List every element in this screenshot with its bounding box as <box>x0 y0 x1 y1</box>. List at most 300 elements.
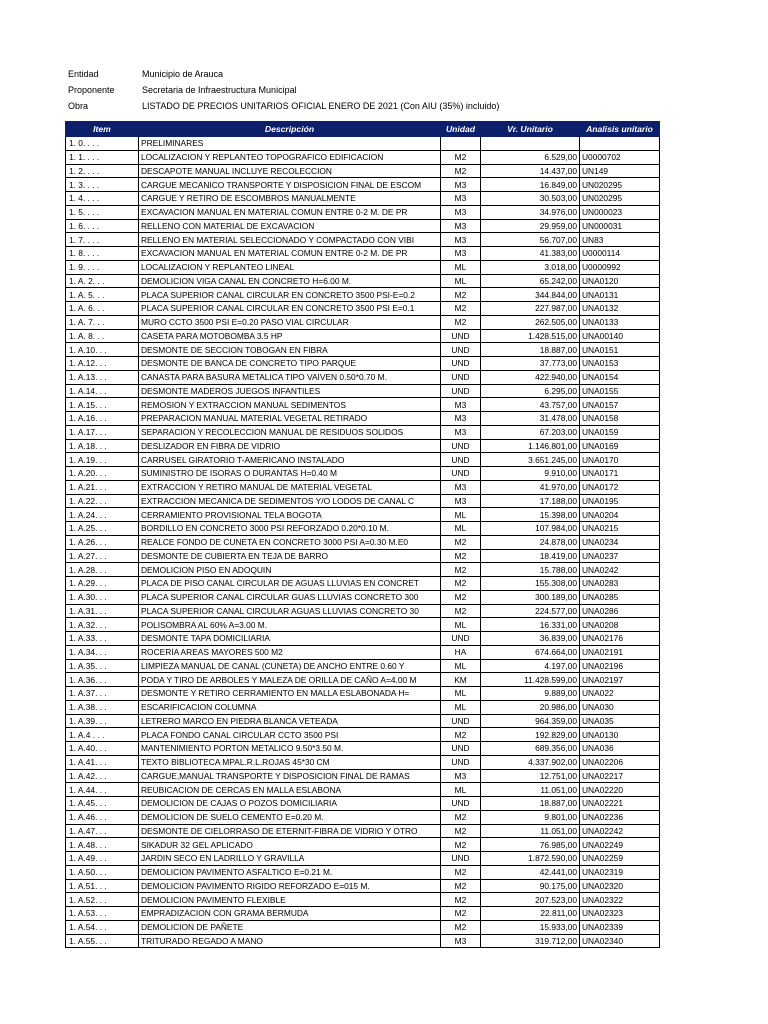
unit-cell: M2 <box>441 577 481 591</box>
unit-price-cell: 155.308,00 <box>481 577 580 591</box>
description-cell: DEMOLICION PAVIMENTO ASFALTICO E=0.21 M. <box>139 865 441 879</box>
description-cell: PLACA DE PISO CANAL CIRCULAR DE AGUAS LLUVIAS EN CONCRET <box>139 577 441 591</box>
table-row <box>66 728 660 742</box>
unit-cell: ML <box>441 618 481 632</box>
unit-cell: ML <box>441 260 481 274</box>
analysis-code-cell: UN000023 <box>580 205 660 219</box>
table-row <box>66 618 660 632</box>
unit-cell: M2 <box>441 838 481 852</box>
description-cell: POLISOMBRA AL 60% A=3.00 M. <box>139 618 441 632</box>
table-row <box>66 577 660 591</box>
unit-cell: UND <box>441 384 481 398</box>
analysis-code-cell: UNA0234 <box>580 535 660 549</box>
unit-price-cell: 67.203,00 <box>481 425 580 439</box>
table-row <box>66 659 660 673</box>
analysis-code-cell: UNA0170 <box>580 453 660 467</box>
item-number-cell: 1. A.21. . . <box>66 480 139 494</box>
description-cell: DESMONTE DE SECCION TOBOGAN EN FIBRA <box>139 343 441 357</box>
item-number-cell: 1. 1. . . . <box>66 150 139 164</box>
description-cell: LETRERO MARCO EN PIEDRA BLANCA VETEADA <box>139 714 441 728</box>
unit-price-cell: 3.018,00 <box>481 260 580 274</box>
unit-price-cell: 34.976,00 <box>481 205 580 219</box>
item-number-cell: 1. 3. . . . <box>66 178 139 192</box>
unit-cell: KM <box>441 673 481 687</box>
item-number-cell: 1. A.48. . . <box>66 838 139 852</box>
analysis-code-cell: UNA0157 <box>580 398 660 412</box>
table-row <box>66 687 660 701</box>
unit-cell: ML <box>441 659 481 673</box>
analysis-code-cell: UNA00140 <box>580 329 660 343</box>
description-cell: ROCERIA AREAS MAYORES 500 M2 <box>139 645 441 659</box>
table-body <box>66 137 660 948</box>
proponente-label: Proponente <box>68 84 115 95</box>
item-number-cell: 1. A.29. . . <box>66 577 139 591</box>
table-row <box>66 590 660 604</box>
description-cell: TEXTO BIBLIOTECA MPAL.R.L.ROJAS 45*30 CM <box>139 755 441 769</box>
unit-cell: M2 <box>441 302 481 316</box>
unit-price-cell: 16.849,00 <box>481 178 580 192</box>
description-cell: LOCALIZACION Y REPLANTEO TOPOGRAFICO EDIFICACION <box>139 150 441 164</box>
unit-price-cell: 15.788,00 <box>481 563 580 577</box>
analysis-code-cell: UNA0158 <box>580 412 660 426</box>
unit-price-cell: 3.651.245,00 <box>481 453 580 467</box>
proponente-value: Secretaria de Infraestructura Municipal <box>142 84 297 95</box>
analysis-code-cell: UNA0154 <box>580 370 660 384</box>
table-row <box>66 535 660 549</box>
item-number-cell: 1. 0. . . . <box>66 137 139 151</box>
description-cell: CARRUSEL GIRATORIO T-AMERICANO INSTALADO <box>139 453 441 467</box>
unit-price-cell: 9.910,00 <box>481 467 580 481</box>
analysis-code-cell: UN000031 <box>580 219 660 233</box>
unit-price-cell: 30.503,00 <box>481 192 580 206</box>
unit-price-cell: 262.505,00 <box>481 315 580 329</box>
analysis-code-cell: UNA0242 <box>580 563 660 577</box>
unit-price-cell: 6.529,00 <box>481 150 580 164</box>
unit-cell <box>441 137 481 151</box>
table-row <box>66 288 660 302</box>
description-cell: LOCALIZACION Y REPLANTEO LINEAL <box>139 260 441 274</box>
item-number-cell: 1. A.52. . . <box>66 893 139 907</box>
description-cell: DESMONTE DE CUBIERTA EN TEJA DE BARRO <box>139 549 441 563</box>
description-cell: SEPARACION Y RECOLECCION MANUAL DE RESIDUOS SOLIDOS <box>139 425 441 439</box>
unit-price-cell: 41.383,00 <box>481 247 580 261</box>
table-row <box>66 467 660 481</box>
item-number-cell: 1. A.46. . . <box>66 810 139 824</box>
unit-price-cell: 76.985,00 <box>481 838 580 852</box>
unit-cell: ML <box>441 700 481 714</box>
unit-price-cell: 56.707,00 <box>481 233 580 247</box>
unit-price-cell: 224.577,00 <box>481 604 580 618</box>
description-cell: PODA Y TIRO DE ARBOLES Y MALEZA DE ORILLA DE CAÑO A=4.00 M <box>139 673 441 687</box>
description-cell: ESCARIFICACION COLUMNA <box>139 700 441 714</box>
unit-price-cell: 90.175,00 <box>481 879 580 893</box>
obra-label: Obra <box>68 100 89 111</box>
unit-cell: M3 <box>441 192 481 206</box>
item-number-cell: 1. A.38. . . <box>66 700 139 714</box>
analysis-code-cell: UNA02206 <box>580 755 660 769</box>
description-cell: TRITURADO REGADO A MANO <box>139 934 441 948</box>
unit-price-cell: 6.295,00 <box>481 384 580 398</box>
description-cell: MURO CCTO 3500 PSI E=0.20 PASO VIAL CIRCULAR <box>139 315 441 329</box>
table-row <box>66 563 660 577</box>
description-cell: CARGUE MECANICO TRANSPORTE Y DISPOSICION FINAL DE ESCOM <box>139 178 441 192</box>
description-cell: DEMOLICION PAVIMENTO RIGIDO REFORZADO E=015 M. <box>139 879 441 893</box>
table-row <box>66 645 660 659</box>
unit-cell: UND <box>441 632 481 646</box>
description-cell: CASETA PARA MOTOBOMBA 3.5 HP <box>139 329 441 343</box>
item-number-cell: 1. 2. . . . <box>66 164 139 178</box>
table-row <box>66 852 660 866</box>
unit-cell: M2 <box>441 315 481 329</box>
unit-cell: M2 <box>441 728 481 742</box>
unit-cell: M2 <box>441 549 481 563</box>
table-row <box>66 178 660 192</box>
description-cell: RELLENO EN MATERIAL SELECCIONADO Y COMPACTADO CON VIBI <box>139 233 441 247</box>
analysis-code-cell: UNA02217 <box>580 769 660 783</box>
description-cell: PREPARACION MANUAL MATERIAL VEGETAL RETIRADO <box>139 412 441 426</box>
item-number-cell: 1. A.31. . . <box>66 604 139 618</box>
analysis-code-cell: UNA0283 <box>580 577 660 591</box>
unit-price-cell: 31.478,00 <box>481 412 580 426</box>
item-number-cell: 1. A.30. . . <box>66 590 139 604</box>
table-row <box>66 219 660 233</box>
analysis-code-cell: UNA030 <box>580 700 660 714</box>
unit-cell: M2 <box>441 535 481 549</box>
obra-value: LISTADO DE PRECIOS UNITARIOS OFICIAL ENERO DE 2021 (Con AIU (35%) incluido) <box>142 100 500 111</box>
description-cell: EXTRACCION MECANICA DE SEDIMENTOS Y/O LODOS DE CANAL C <box>139 494 441 508</box>
description-cell: DESMONTE DE CIELORRASO DE ETERNIT-FIBRA DE VIDRIO Y OTRO <box>139 824 441 838</box>
description-cell: REUBICACION DE CERCAS EN MALLA ESLABONA <box>139 783 441 797</box>
unit-cell: M2 <box>441 824 481 838</box>
unit-cell: ML <box>441 274 481 288</box>
unit-price-cell: 4.337.902,00 <box>481 755 580 769</box>
analysis-code-cell: UN149 <box>580 164 660 178</box>
table-row <box>66 824 660 838</box>
table-row <box>66 893 660 907</box>
description-cell: CARGUE,MANUAL TRANSPORTE Y DISPOSICION FINAL DE RAMAS <box>139 769 441 783</box>
item-number-cell: 1. A.34. . . <box>66 645 139 659</box>
table-row <box>66 439 660 453</box>
analysis-code-cell: UNA02236 <box>580 810 660 824</box>
item-number-cell: 1. A.35. . . <box>66 659 139 673</box>
table-row <box>66 370 660 384</box>
analysis-code-cell: UNA036 <box>580 742 660 756</box>
analysis-code-cell: U0000992 <box>580 260 660 274</box>
item-number-cell: 1. A.32. . . <box>66 618 139 632</box>
analysis-code-cell: UNA035 <box>580 714 660 728</box>
table-row <box>66 247 660 261</box>
item-number-cell: 1. A.24. . . <box>66 508 139 522</box>
item-number-cell: 1. A.33. . . <box>66 632 139 646</box>
table-row <box>66 137 660 151</box>
unit-cell: M2 <box>441 590 481 604</box>
table-row <box>66 150 660 164</box>
analysis-code-cell: UNA0285 <box>580 590 660 604</box>
item-number-cell: 1. A.16. . . <box>66 412 139 426</box>
unit-cell: M3 <box>441 494 481 508</box>
unit-cell: UND <box>441 343 481 357</box>
description-cell: SIKADUR 32 GEL APLICADO <box>139 838 441 852</box>
unit-price-cell: 43.757,00 <box>481 398 580 412</box>
item-number-cell: 1. A.41. . . <box>66 755 139 769</box>
analysis-code-cell: UNA02176 <box>580 632 660 646</box>
table-row <box>66 797 660 811</box>
unit-cell: M2 <box>441 563 481 577</box>
price-table <box>65 121 660 948</box>
table-row <box>66 810 660 824</box>
item-number-cell: 1. A.54. . . <box>66 920 139 934</box>
analysis-code-cell: U0000114 <box>580 247 660 261</box>
analysis-code-cell: UNA02221 <box>580 797 660 811</box>
unit-cell: M3 <box>441 233 481 247</box>
analysis-code-cell: UNA0172 <box>580 480 660 494</box>
unit-cell: UND <box>441 742 481 756</box>
table-row <box>66 549 660 563</box>
unit-cell: M3 <box>441 219 481 233</box>
table-row <box>66 604 660 618</box>
unit-price-cell: 1.428.515,00 <box>481 329 580 343</box>
unit-cell: M3 <box>441 398 481 412</box>
item-number-cell: 1. A. 8. . . <box>66 329 139 343</box>
unit-price-cell: 24.878,00 <box>481 535 580 549</box>
item-number-cell: 1. A.19. . . <box>66 453 139 467</box>
description-cell: REALCE FONDO DE CUNETA EN CONCRETO 3000 PSI A=0.30 M.E0 <box>139 535 441 549</box>
entidad-label: Entidad <box>68 69 99 79</box>
analysis-code-cell: UNA0133 <box>580 315 660 329</box>
table-row <box>66 164 660 178</box>
unit-cell: M3 <box>441 425 481 439</box>
unit-cell: M2 <box>441 604 481 618</box>
table-row <box>66 700 660 714</box>
unit-price-cell: 11.428.599,00 <box>481 673 580 687</box>
column-header-item: Item <box>66 122 139 137</box>
item-number-cell: 1. A.17. . . <box>66 425 139 439</box>
unit-price-cell: 65.242,00 <box>481 274 580 288</box>
unit-cell: M2 <box>441 907 481 921</box>
analysis-code-cell: UNA0237 <box>580 549 660 563</box>
description-cell: PLACA SUPERIOR CANAL CIRCULAR AGUAS LLUVIAS CONCRETO 30 <box>139 604 441 618</box>
description-cell: DESMONTE Y RETIRO CERRAMIENTO EN MALLA ESLABONADA H= <box>139 687 441 701</box>
unit-price-cell: 14.437,00 <box>481 164 580 178</box>
unit-price-cell: 9.801,00 <box>481 810 580 824</box>
analysis-code-cell: UNA0155 <box>580 384 660 398</box>
table-row <box>66 742 660 756</box>
item-number-cell: 1. A.40. . . <box>66 742 139 756</box>
item-number-cell: 1. A.14. . . <box>66 384 139 398</box>
item-number-cell: 1. 4. . . . <box>66 192 139 206</box>
analysis-code-cell: UNA02323 <box>580 907 660 921</box>
table-row <box>66 412 660 426</box>
table-row <box>66 714 660 728</box>
unit-cell: M2 <box>441 865 481 879</box>
unit-cell: M2 <box>441 810 481 824</box>
unit-cell: UND <box>441 453 481 467</box>
unit-price-cell: 207.523,00 <box>481 893 580 907</box>
description-cell: EXTRACCION Y RETIRO MANUAL DE MATERIAL VEGETAL <box>139 480 441 494</box>
item-number-cell: 1. A.42. . . <box>66 769 139 783</box>
description-cell: DEMOLICION PISO EN ADOQUIN <box>139 563 441 577</box>
table-row <box>66 357 660 371</box>
unit-cell: M2 <box>441 893 481 907</box>
description-cell: EXCAVACION MANUAL EN MATERIAL COMUN ENTRE 0-2 M. DE PR <box>139 247 441 261</box>
table-row <box>66 453 660 467</box>
analysis-code-cell: UNA0120 <box>580 274 660 288</box>
unit-price-cell: 1.872.590,00 <box>481 852 580 866</box>
description-cell: DEMOLICION DE PAÑETE <box>139 920 441 934</box>
description-cell: DEMOLICION DE SUELO CEMENTO E=0.20 M. <box>139 810 441 824</box>
table-row <box>66 398 660 412</box>
item-number-cell: 1. A.4 . . . <box>66 728 139 742</box>
table-row <box>66 315 660 329</box>
item-number-cell: 1. A.44. . . <box>66 783 139 797</box>
unit-cell: M2 <box>441 150 481 164</box>
unit-cell: HA <box>441 645 481 659</box>
unit-cell: M2 <box>441 164 481 178</box>
unit-price-cell: 18.887,00 <box>481 343 580 357</box>
item-number-cell: 1. A.50. . . <box>66 865 139 879</box>
table-row <box>66 838 660 852</box>
description-cell: DEMOLICION DE CAJAS O POZOS DOMICILIARIA <box>139 797 441 811</box>
item-number-cell: 1. A.26. . . <box>66 535 139 549</box>
unit-cell: M2 <box>441 879 481 893</box>
table-row <box>66 769 660 783</box>
item-number-cell: 1. A.49. . . <box>66 852 139 866</box>
description-cell: CANASTA PARA BASURA METALICA TIPO VAIVEN 0.50*0.70 M. <box>139 370 441 384</box>
analysis-code-cell: UNA0151 <box>580 343 660 357</box>
obra-row <box>68 99 499 115</box>
unit-cell: M3 <box>441 205 481 219</box>
item-number-cell: 1. A.15. . . <box>66 398 139 412</box>
analysis-code-cell: UNA02340 <box>580 934 660 948</box>
item-number-cell: 1. 9. . . . <box>66 260 139 274</box>
item-number-cell: 1. A.18. . . <box>66 439 139 453</box>
unit-price-cell: 674.664,00 <box>481 645 580 659</box>
table-row <box>66 865 660 879</box>
item-number-cell: 1. A.36. . . <box>66 673 139 687</box>
unit-price-cell: 41.970,00 <box>481 480 580 494</box>
table-row <box>66 205 660 219</box>
table-row <box>66 192 660 206</box>
analysis-code-cell: UNA02320 <box>580 879 660 893</box>
unit-cell: UND <box>441 357 481 371</box>
analysis-code-cell: UNA0132 <box>580 302 660 316</box>
analysis-code-cell: UNA02191 <box>580 645 660 659</box>
table-row <box>66 673 660 687</box>
description-cell: EXCAVACION MANUAL EN MATERIAL COMUN ENTRE 0-2 M. DE PR <box>139 205 441 219</box>
description-cell: LIMPIEZA MANUAL DE CANAL (CUNETA) DE ANCHO ENTRE 0.60 Y <box>139 659 441 673</box>
unit-cell: M3 <box>441 247 481 261</box>
analysis-code-cell: UNA02242 <box>580 824 660 838</box>
description-cell: PLACA SUPERIOR CANAL CIRCULAR EN CONCRETO 3500 PSI-E=0.2 <box>139 288 441 302</box>
unit-price-cell: 37.773,00 <box>481 357 580 371</box>
description-cell: DESMONTE TAPA DOMICILIARIA <box>139 632 441 646</box>
table-row <box>66 260 660 274</box>
table-row <box>66 343 660 357</box>
analysis-code-cell: UNA0131 <box>580 288 660 302</box>
unit-cell: ML <box>441 522 481 536</box>
table-row <box>66 755 660 769</box>
unit-price-cell: 422.940,00 <box>481 370 580 384</box>
table-row <box>66 425 660 439</box>
unit-price-cell: 192.829,00 <box>481 728 580 742</box>
analysis-code-cell: UNA0208 <box>580 618 660 632</box>
table-row <box>66 302 660 316</box>
analysis-code-cell: UNA0153 <box>580 357 660 371</box>
description-cell: CERRAMIENTO PROVISIONAL TELA BOGOTA <box>139 508 441 522</box>
item-number-cell: 1. A.51. . . <box>66 879 139 893</box>
analysis-code-cell: UNA02339 <box>580 920 660 934</box>
analysis-code-cell: UNA0286 <box>580 604 660 618</box>
table-row <box>66 783 660 797</box>
item-number-cell: 1. A.55. . . <box>66 934 139 948</box>
unit-price-cell: 107.984,00 <box>481 522 580 536</box>
unit-cell: M2 <box>441 288 481 302</box>
unit-price-cell: 1.146.801,00 <box>481 439 580 453</box>
unit-cell: ML <box>441 508 481 522</box>
description-cell: SUMINISTRO DE ISORAS O DURANTAS H=0.40 M <box>139 467 441 481</box>
unit-price-cell: 227.987,00 <box>481 302 580 316</box>
analysis-code-cell: UNA02196 <box>580 659 660 673</box>
unit-price-cell: 11.051,00 <box>481 783 580 797</box>
unit-cell: M3 <box>441 412 481 426</box>
table-row <box>66 384 660 398</box>
table-row <box>66 522 660 536</box>
item-number-cell: 1. A.20. . . <box>66 467 139 481</box>
analysis-code-cell: UNA0169 <box>580 439 660 453</box>
unit-price-cell: 300.189,00 <box>481 590 580 604</box>
item-number-cell: 1. A.22. . . <box>66 494 139 508</box>
column-header-descripcion: Descripción <box>139 122 441 137</box>
unit-price-cell: 11.051,00 <box>481 824 580 838</box>
description-cell: REMOSION Y EXTRACCION MANUAL SEDIMENTOS <box>139 398 441 412</box>
description-cell: PLACA SUPERIOR CANAL CIRCULAR GUAS LLUVIAS CONCRETO 300 <box>139 590 441 604</box>
analysis-code-cell: UN83 <box>580 233 660 247</box>
analysis-code-cell: UNA0130 <box>580 728 660 742</box>
item-number-cell: 1. A.25. . . <box>66 522 139 536</box>
analysis-code-cell: UNA022 <box>580 687 660 701</box>
unit-price-cell: 4.197,00 <box>481 659 580 673</box>
table-row <box>66 494 660 508</box>
unit-price-cell: 16.331,00 <box>481 618 580 632</box>
unit-cell: ML <box>441 783 481 797</box>
unit-cell: ML <box>441 687 481 701</box>
description-cell: MANTENIMIENTO PORTON METALICO 9.50*3.50 M. <box>139 742 441 756</box>
entidad-value: Municipio de Arauca <box>142 69 224 79</box>
description-cell: DESMONTE DE BANCA DE CONCRETO TIPO PARQUE <box>139 357 441 371</box>
description-cell: DESCAPOTE MANUAL INCLUYE RECOLECCION <box>139 164 441 178</box>
unit-cell: M3 <box>441 934 481 948</box>
unit-price-cell: 42.441,00 <box>481 865 580 879</box>
unit-cell: UND <box>441 797 481 811</box>
column-header-unidad: Unidad <box>441 122 481 137</box>
analysis-code-cell: UNA02319 <box>580 865 660 879</box>
item-number-cell: 1. A.10. . . <box>66 343 139 357</box>
item-number-cell: 1. A.47. . . <box>66 824 139 838</box>
item-number-cell: 1. 5. . . . <box>66 205 139 219</box>
unit-price-cell: 18.887,00 <box>481 797 580 811</box>
unit-price-cell: 15.398,00 <box>481 508 580 522</box>
analysis-code-cell: UNA02220 <box>580 783 660 797</box>
item-number-cell: 1. A. 5. . . <box>66 288 139 302</box>
item-number-cell: 1. A. 2. . . <box>66 274 139 288</box>
unit-cell: M2 <box>441 920 481 934</box>
description-cell: CARGUE Y RETIRO DE ESCOMBROS MANUALMENTE <box>139 192 441 206</box>
item-number-cell: 1. A.45. . . <box>66 797 139 811</box>
item-number-cell: 1. A.53. . . <box>66 907 139 921</box>
item-number-cell: 1. A.39. . . <box>66 714 139 728</box>
item-number-cell: 1. A.13. . . <box>66 370 139 384</box>
description-cell: DEMOLICION PAVIMENTO FLEXIBLE <box>139 893 441 907</box>
